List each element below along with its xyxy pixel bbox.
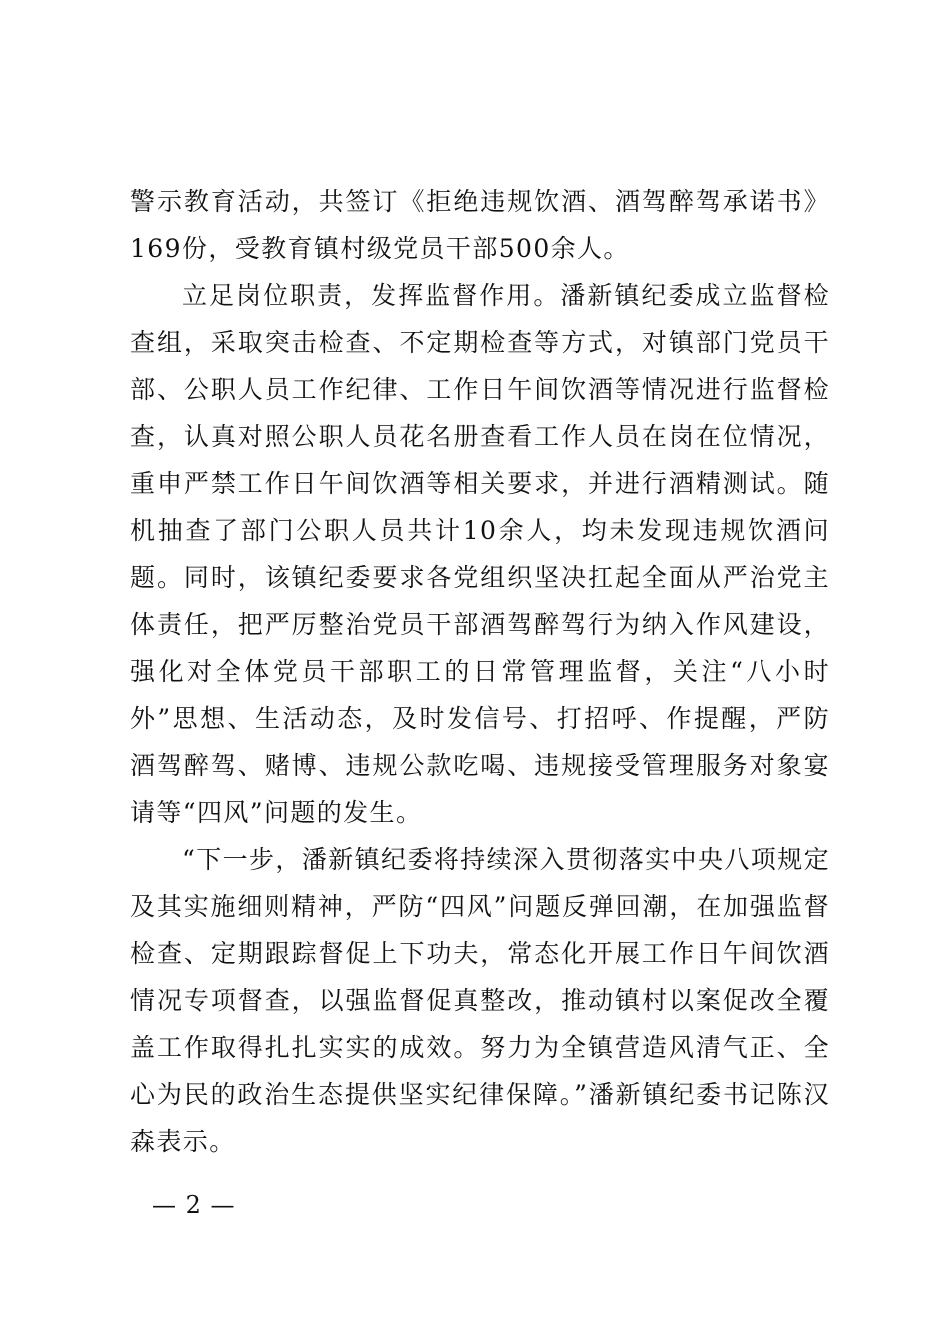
paragraph-continuation: 警示教育活动，共签订《拒绝违规饮酒、酒驾醉驾承诺书》169份，受教育镇村级党员干部500余人。	[130, 187, 830, 263]
page-number: — 2 —	[152, 1191, 236, 1219]
paragraph-next-step: “下一步，潘新镇纪委将持续深入贯彻落实中央八项规定及其实施细则精神，严防“四风”问题反弹回潮，在加强监督检查、定期跟踪督促上下功夫，常态化开展工作日午间饮酒情况专项督查，以强监督促真整改，推动镇村以案促改全覆盖工作取得扎扎实实的成效。努力为全镇营造风清气正、全心为民的政治生态提供坚实纪律保障。”潘新镇纪委书记陈汉森表示。	[130, 845, 830, 1156]
document-body	[130, 178, 830, 1165]
paragraph-supervision: 立足岗位职责，发挥监督作用。潘新镇纪委成立监督检查组，采取突击检查、不定期检查等方式，对镇部门党员干部、公职人员工作纪律、工作日午间饮酒等情况进行监督检查，认真对照公职人员花名册查看工作人员在岗在位情况，重申严禁工作日午间饮酒等相关要求，并进行酒精测试。随机抽查了部门公职人员共计10余人，均未发现违规饮酒问题。同时，该镇纪委要求各党组织坚决扛起全面从严治党主体责任，把严厉整治党员干部酒驾醉驾行为纳入作风建设，强化对全体党员干部职工的日常管理监督，关注“八小时外”思想、生活动态，及时发信号、打招呼、作提醒，严防酒驾醉驾、赌博、违规公款吃喝、违规接受管理服务对象宴请等“四风”问题的发生。	[130, 281, 830, 827]
